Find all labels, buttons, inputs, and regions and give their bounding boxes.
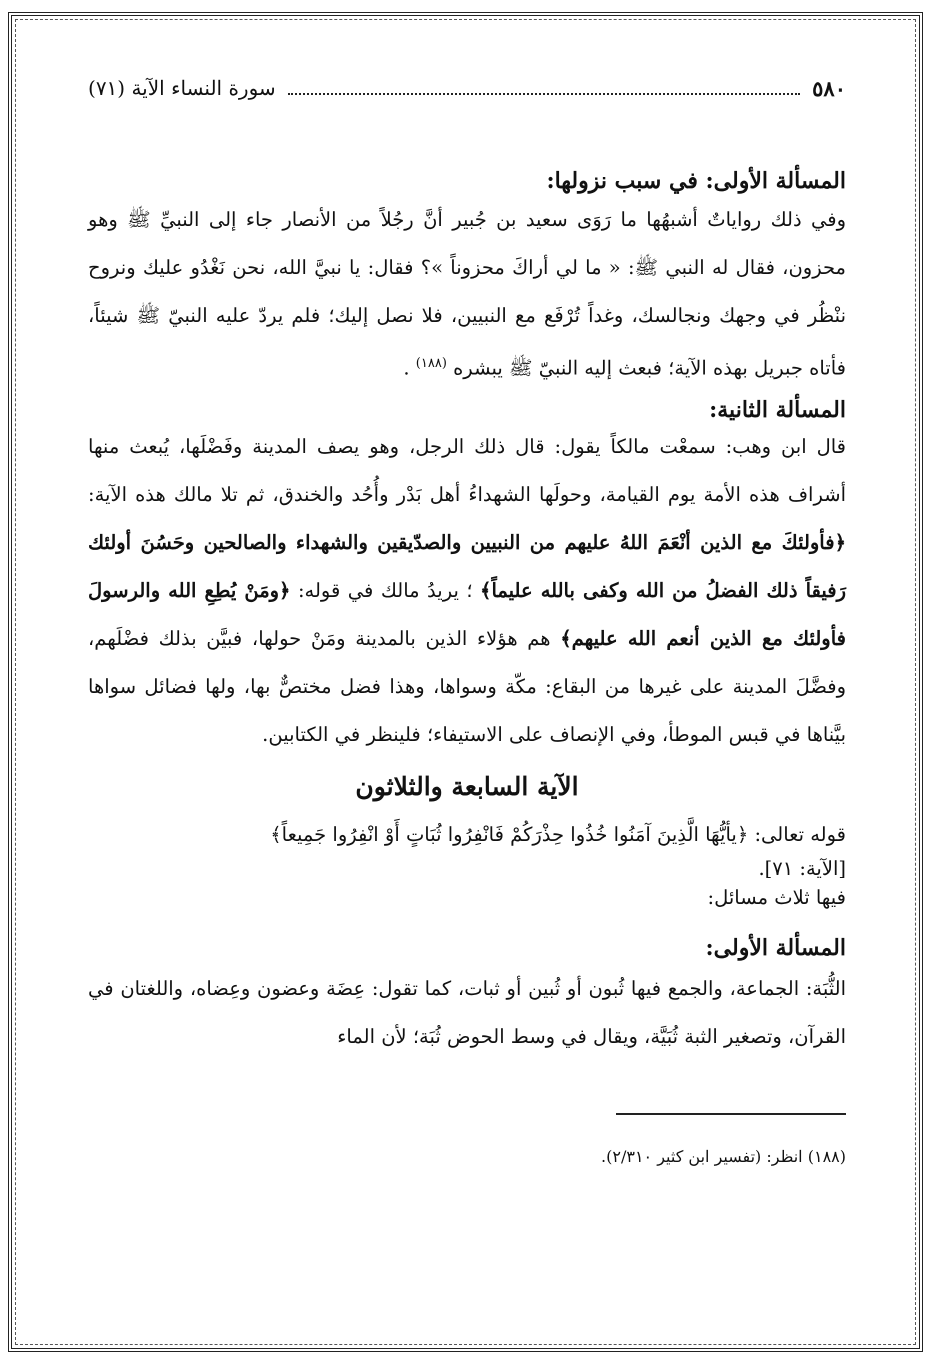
- ayah-intro: قوله تعالى:: [754, 822, 846, 846]
- section1-paragraph: [88, 196, 846, 393]
- footnote-ref: (١٨٨): [415, 356, 447, 371]
- section1-text: وفي ذلك رواياتٌ أشبهُها ما رَوَى سعيد بن جُبير أنَّ رجُلاً من الأنصار جاء إلى النبيِّ ﷺ وهو محزون، فقال له النبي ﷺ: « ما لي أراكَ محزوناً »؟ فقال: يا نبيَّ الله، نحن نَغْدُو عليك ونروح ننْظُر في وجهك ونجالسك، وغداً تُرْفَع مع النبيين، فلا نصل إليك؛ فلم يردّ عليه النبيّ ﷺ شيئاً، فأتاه جبريل بهذه الآية؛ فبعث إليه النبيّ ﷺ يبشره: [88, 208, 846, 380]
- running-title: سورة النساء الآية (٧١): [88, 76, 276, 100]
- section3-paragraph: الثُّبَة: الجماعة، والجمع فيها ثُبون أو ثُبين أو ثبات، كما تقول: عِضَة وعضون وعِضاه، واللغتان في القرآن، وتصغير الثبة ثُبَيَّة، ويقال في وسط الحوض ثُبَة؛ لأن الماء: [88, 976, 846, 1048]
- footnote: [88, 1147, 846, 1166]
- section1-end: .: [403, 356, 410, 380]
- section1-heading: المسألة الأولى: في سبب نزولها:: [546, 168, 846, 194]
- running-header: [88, 70, 846, 106]
- section2-paragraph: [88, 423, 846, 759]
- footnote-text: انظر: (تفسير ابن كثير ٢/٣١٠).: [601, 1146, 803, 1166]
- ayah-issue-count: فيها ثلاث مسائل:: [707, 885, 846, 909]
- ayah-citation: [الآية: ٧١].: [758, 856, 846, 880]
- section3-heading: المسألة الأولى:: [705, 934, 846, 961]
- header-dotted-leader: [288, 81, 800, 95]
- verse-quote-2: ﴿ومَنْ يُطِعِ الله والرسولَ فأولئك مع الذين أنعم الله عليهم﴾: [88, 578, 846, 650]
- ayah-verse: ﴿يأيُّهَا الَّذِينَ آمَنُوا خُذُوا حِذْرَكُمْ فَانْفِرُوا ثُبَاتٍ أَوْ انْفِرُوا جَمِيعاً﴾: [270, 822, 749, 846]
- ayah-verse-line: [88, 815, 846, 855]
- section2-text-3: هم هؤلاء الذين بالمدينة ومَنْ حولها، فبيَّن بذلك فضْلَهم، وفضَّلَ المدينة على غيرها من البقاع: مكّة وسواها، وهذا فضل مختصٌّ بها، ولها فضائل سواها بيَّناها في قبس الموطأ، وفي الإنصاف على الاستيفاء؛ فلينظر في الكتابين.: [88, 626, 846, 746]
- footnote-area: [88, 1061, 846, 1131]
- section2-text-1: قال ابن وهب: سمعْت مالكاً يقول: قال ذلك الرجل، وهو يصف المدينة وفَضْلَها، يُبعث منها أشراف هذه الأمة يوم القيامة، وحولَها الشهداءُ أهل بَدْر وأُحُد والخندق، ثم تلا مالك هذه الآية:: [88, 434, 846, 506]
- ayah-title: الآية السابعة والثلاثون: [355, 771, 579, 801]
- verse-quote-1: ﴿فأولئكَ مع الذين أنْعَمَ اللهُ عليهم من النبيين والصدّيقين والشهداء والصالحين وحَسُنَ أولئك رَفيقاً ذلك الفضلُ من الله وكفى بالله عليماً﴾: [88, 530, 847, 602]
- footnote-number: (١٨٨): [807, 1146, 846, 1166]
- footnote-rule: [616, 1113, 846, 1115]
- section2-heading: المسألة الثانية:: [709, 396, 846, 423]
- page: [88, 70, 846, 1182]
- page-number: ٥٨٠: [812, 75, 846, 101]
- section2-text-2: ؛ يريدُ مالك في قوله:: [297, 578, 473, 602]
